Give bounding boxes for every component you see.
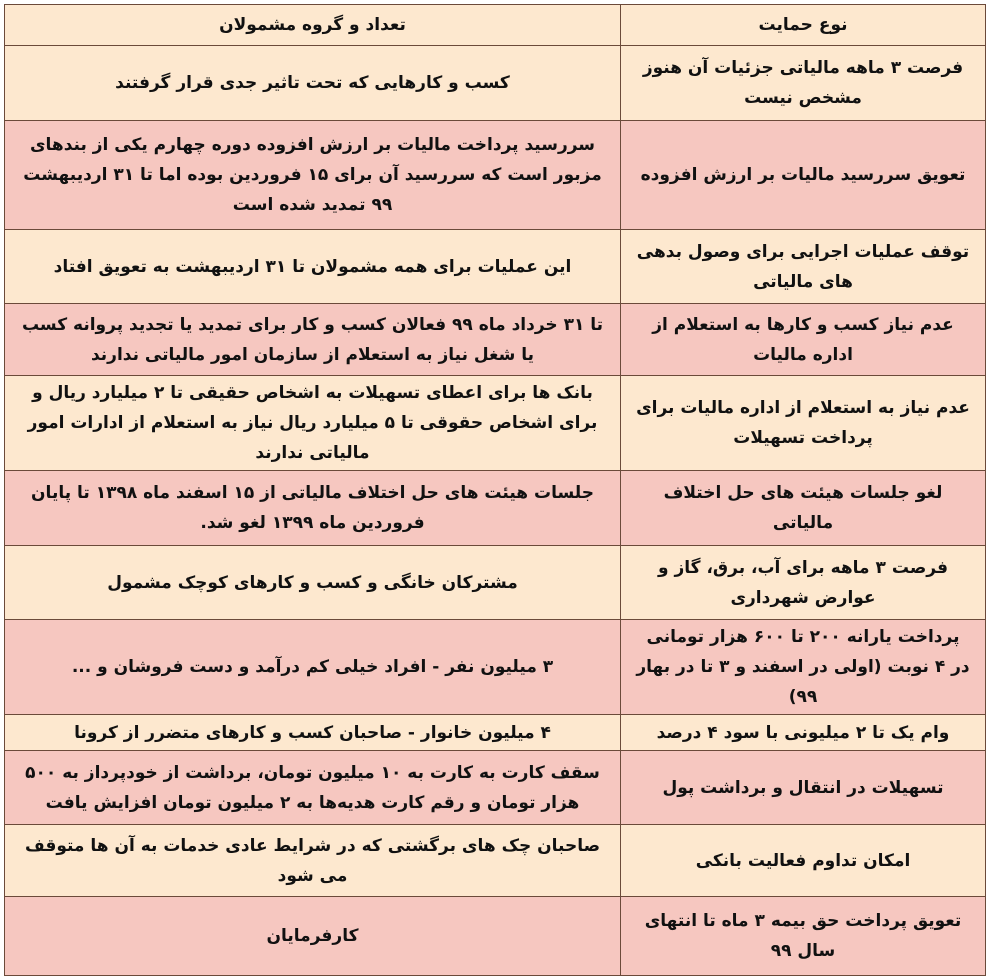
table-row: [5, 715, 986, 751]
table-row: [5, 897, 986, 976]
support-type-cell: تعویق سررسید مالیات بر ارزش افزوده: [621, 121, 986, 230]
beneficiaries-cell: ۴ میلیون خانوار - صاحبان کسب و کارهای متضرر از کرونا: [5, 715, 621, 751]
support-type-cell: فرصت ۳ ماهه مالیاتی جزئیات آن هنوز مشخص نیست: [621, 46, 986, 121]
beneficiaries-cell: کسب و کارهایی که تحت تاثیر جدی قرار گرفتند: [5, 46, 621, 121]
support-type-cell: عدم نیاز کسب و کارها به استعلام از اداره مالیات: [621, 304, 986, 376]
table-row: [5, 751, 986, 825]
beneficiaries-cell: مشترکان خانگی و کسب و کارهای کوچک مشمول: [5, 546, 621, 620]
table-row: [5, 230, 986, 304]
header-row: [5, 5, 986, 46]
beneficiaries-cell: صاحبان چک های برگشتی که در شرایط عادی خدمات به آن ها متوقف می شود: [5, 825, 621, 897]
support-type-cell: توقف عملیات اجرایی برای وصول بدهی های مالیاتی: [621, 230, 986, 304]
support-type-cell: عدم نیاز به استعلام از اداره مالیات برای پرداخت تسهیلات: [621, 376, 986, 471]
support-type-cell: پرداخت یارانه ۲۰۰ تا ۶۰۰ هزار تومانی در ۴ نوبت (اولی در اسفند و ۳ تا در بهار ۹۹): [621, 620, 986, 715]
beneficiaries-cell: بانک ها برای اعطای تسهیلات به اشخاص حقیقی تا ۲ میلیارد ریال و برای اشخاص حقوقی تا ۵ میلیارد ریال نیاز به استعلام از ادارات امور مالیاتی ندارند: [5, 376, 621, 471]
beneficiaries-cell: کارفرمایان: [5, 897, 621, 976]
table-row: [5, 121, 986, 230]
beneficiaries-cell: سررسید پرداخت مالیات بر ارزش افزوده دوره چهارم یکی از بندهای مزبور است که سررسید آن برای ۱۵ فروردین بوده اما تا ۳۱ اردیبهشت ۹۹ تمدید شده است: [5, 121, 621, 230]
beneficiaries-cell: این عملیات برای همه مشمولان تا ۳۱ اردیبهشت به تعویق افتاد: [5, 230, 621, 304]
header-beneficiaries: تعداد و گروه مشمولان: [5, 5, 621, 46]
beneficiaries-cell: ۳ میلیون نفر - افراد خیلی کم درآمد و دست فروشان و ...: [5, 620, 621, 715]
support-type-cell: وام یک تا ۲ میلیونی با سود ۴ درصد: [621, 715, 986, 751]
beneficiaries-cell: تا ۳۱ خرداد ماه ۹۹ فعالان کسب و کار برای تمدید یا تجدید پروانه کسب یا شغل نیاز به استعلام از سازمان امور مالیاتی ندارند: [5, 304, 621, 376]
table-row: [5, 376, 986, 471]
support-type-cell: فرصت ۳ ماهه برای آب، برق، گاز و عوارض شهرداری: [621, 546, 986, 620]
support-measures-table: [4, 4, 986, 976]
table-row: [5, 825, 986, 897]
table-row: [5, 471, 986, 546]
beneficiaries-cell: سقف کارت به کارت به ۱۰ میلیون تومان، برداشت از خودپرداز به ۵۰۰ هزار تومان و رقم کارت هدیه‌ها به ۲ میلیون تومان افزایش یافت: [5, 751, 621, 825]
support-type-cell: لغو جلسات هیئت های حل اختلاف مالیاتی: [621, 471, 986, 546]
table-row: [5, 304, 986, 376]
support-type-cell: تعویق پرداخت حق بیمه ۳ ماه تا انتهای سال ۹۹: [621, 897, 986, 976]
beneficiaries-cell: جلسات هیئت های حل اختلاف مالیاتی از ۱۵ اسفند ماه ۱۳۹۸ تا پایان فروردین ماه ۱۳۹۹ لغو شد.: [5, 471, 621, 546]
support-type-cell: تسهیلات در انتقال و برداشت پول: [621, 751, 986, 825]
table-row: [5, 620, 986, 715]
table-row: [5, 46, 986, 121]
header-support-type: نوع حمایت: [621, 5, 986, 46]
table-row: [5, 546, 986, 620]
support-type-cell: امکان تداوم فعالیت بانکی: [621, 825, 986, 897]
